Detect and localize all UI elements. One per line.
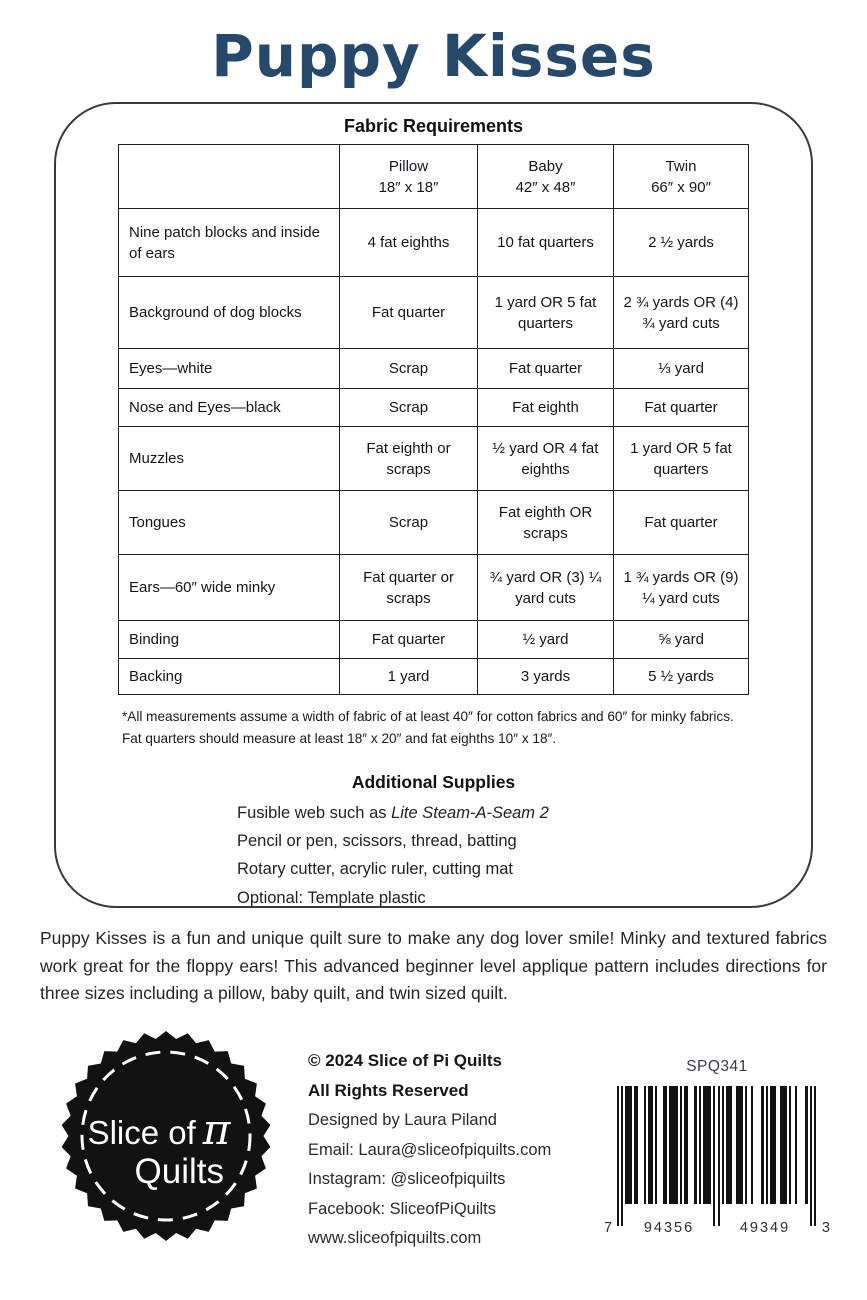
cell-pillow: Fat eighth or scraps: [340, 427, 478, 491]
table-row: [119, 277, 749, 349]
website-line: www.sliceofpiquilts.com: [308, 1228, 482, 1247]
cell-baby: ½ yard: [478, 621, 614, 659]
cell-baby: Fat eighth OR scraps: [478, 491, 614, 555]
cell-twin: ⅝ yard: [614, 621, 749, 659]
supply-text: Pencil or pen, scissors, thread, batting: [237, 831, 517, 850]
fabric-requirements-box: [54, 102, 813, 908]
cell-pillow: Scrap: [340, 389, 478, 427]
cell-twin: Fat quarter: [614, 491, 749, 555]
upc-barcode: [604, 1086, 830, 1236]
barcode-column: [593, 1030, 841, 1236]
cell-baby: 10 fat quarters: [478, 209, 614, 277]
fabric-requirements-heading: Fabric Requirements: [343, 116, 524, 136]
col-size: 18″ x 18″: [378, 178, 439, 196]
column-header-twin: [614, 145, 749, 209]
designer-line: Designed by Laura Piland: [308, 1111, 497, 1130]
supplies-list: [237, 799, 811, 913]
sku-label: SPQ341: [686, 1057, 748, 1075]
cell-pillow: 1 yard: [340, 659, 478, 695]
cell-baby: Fat eighth: [478, 389, 614, 427]
col-name: Baby: [528, 157, 563, 175]
footer: [0, 1030, 867, 1253]
row-label: Nine patch blocks and inside of ears: [119, 209, 340, 277]
cell-twin: 2 ½ yards: [614, 209, 749, 277]
col-size: 66″ x 90″: [651, 178, 711, 196]
barcode-digits-group1: 94356: [643, 1219, 695, 1236]
svg-text:Quilts: [135, 1152, 224, 1191]
cell-pillow: Fat quarter: [340, 621, 478, 659]
barcode-bars: [617, 1086, 817, 1226]
supply-text: Rotary cutter, acrylic ruler, cutting mat: [237, 860, 514, 879]
fabric-requirements-table: [118, 144, 749, 695]
supply-item: [237, 799, 811, 827]
row-label: Nose and Eyes—black: [119, 389, 340, 427]
cell-baby: ½ yard OR 4 fat eighths: [478, 427, 614, 491]
col-name: Twin: [665, 157, 697, 175]
email-line: Email: Laura@sliceofpiquilts.com: [308, 1140, 552, 1159]
cell-twin: 2 ¾ yards OR (4) ¾ yard cuts: [614, 277, 749, 349]
cell-pillow: 4 fat eighths: [340, 209, 478, 277]
row-label: Tongues: [119, 491, 340, 555]
cell-twin: 5 ½ yards: [614, 659, 749, 695]
cell-pillow: Scrap: [340, 491, 478, 555]
cell-pillow: Scrap: [340, 349, 478, 389]
slice-of-pi-logo-icon: [60, 1030, 272, 1242]
additional-supplies-heading: Additional Supplies: [351, 771, 516, 792]
logo-text-quilts: Quilts: [134, 1151, 224, 1191]
brand-logo-badge: [60, 1030, 272, 1247]
row-label: Ears—60″ wide minky: [119, 555, 340, 621]
barcode-digit-lead: 7: [604, 1219, 613, 1236]
cell-pillow: Fat quarter: [340, 277, 478, 349]
instagram-line: Instagram: @sliceofpiquilts: [308, 1170, 506, 1189]
cell-twin: 1 ¾ yards OR (9) ¼ yard cuts: [614, 555, 749, 621]
measurements-footnote: *All measurements assume a width of fabric of at least 40″ for cotton fabrics and 60″ for minky fabrics. Fat quarters should measure at least 18″ x 20″ and fat eighths 10″ x 18″.: [122, 709, 734, 746]
table-row: [119, 491, 749, 555]
table-row: [119, 659, 749, 695]
column-header-baby: [478, 145, 614, 209]
cell-twin: ⅓ yard: [614, 349, 749, 389]
supply-item: [237, 855, 811, 883]
row-label: Eyes—white: [119, 349, 340, 389]
cell-baby: ¾ yard OR (3) ¼ yard cuts: [478, 555, 614, 621]
cell-baby: 1 yard OR 5 fat quarters: [478, 277, 614, 349]
table-header-row: [119, 145, 749, 209]
cell-pillow: Fat quarter or scraps: [340, 555, 478, 621]
cell-baby: Fat quarter: [478, 349, 614, 389]
logo-text-slice-of: Slice of: [87, 1113, 196, 1151]
supply-text: Optional: Template plastic: [237, 888, 426, 907]
page-title: Puppy Kisses: [211, 22, 656, 90]
description-paragraph: Puppy Kisses is a fun and unique quilt sure to make any dog lover smile! Minky and textured fabrics work great for the floppy ears! This advanced beginner level applique pattern includes directions for three sizes including a pillow, baby quilt, and twin sized quilt.: [40, 928, 827, 1004]
table-row: [119, 621, 749, 659]
table-row: [119, 427, 749, 491]
table-row: [119, 555, 749, 621]
col-size: 42″ x 48″: [515, 178, 576, 196]
copyright-line: © 2024 Slice of Pi Quilts: [308, 1050, 502, 1070]
table-row: [119, 349, 749, 389]
table-row: [119, 389, 749, 427]
facebook-line: Facebook: SliceofPiQuilts: [308, 1199, 497, 1218]
supply-item: [237, 884, 811, 912]
column-header-pillow: [340, 145, 478, 209]
cell-baby: 3 yards: [478, 659, 614, 695]
row-label: Backing: [119, 659, 340, 695]
corner-cell: [119, 145, 340, 209]
cell-twin: 1 yard OR 5 fat quarters: [614, 427, 749, 491]
supply-item: [237, 827, 811, 855]
barcode-digits-group2: 49349: [739, 1219, 791, 1236]
rights-line: All Rights Reserved: [308, 1081, 469, 1101]
cell-twin: Fat quarter: [614, 389, 749, 427]
row-label: Background of dog blocks: [119, 277, 340, 349]
supply-product-name: Lite Steam-A-Seam 2: [391, 803, 549, 822]
supply-text: Fusible web such as: [237, 803, 392, 822]
col-name: Pillow: [388, 157, 429, 175]
table-row: [119, 209, 749, 277]
row-label: Muzzles: [119, 427, 340, 491]
row-label: Binding: [119, 621, 340, 659]
pi-symbol: π: [202, 1104, 231, 1154]
barcode-digit-trail: 3: [821, 1219, 830, 1236]
credits-block: [308, 1046, 551, 1253]
